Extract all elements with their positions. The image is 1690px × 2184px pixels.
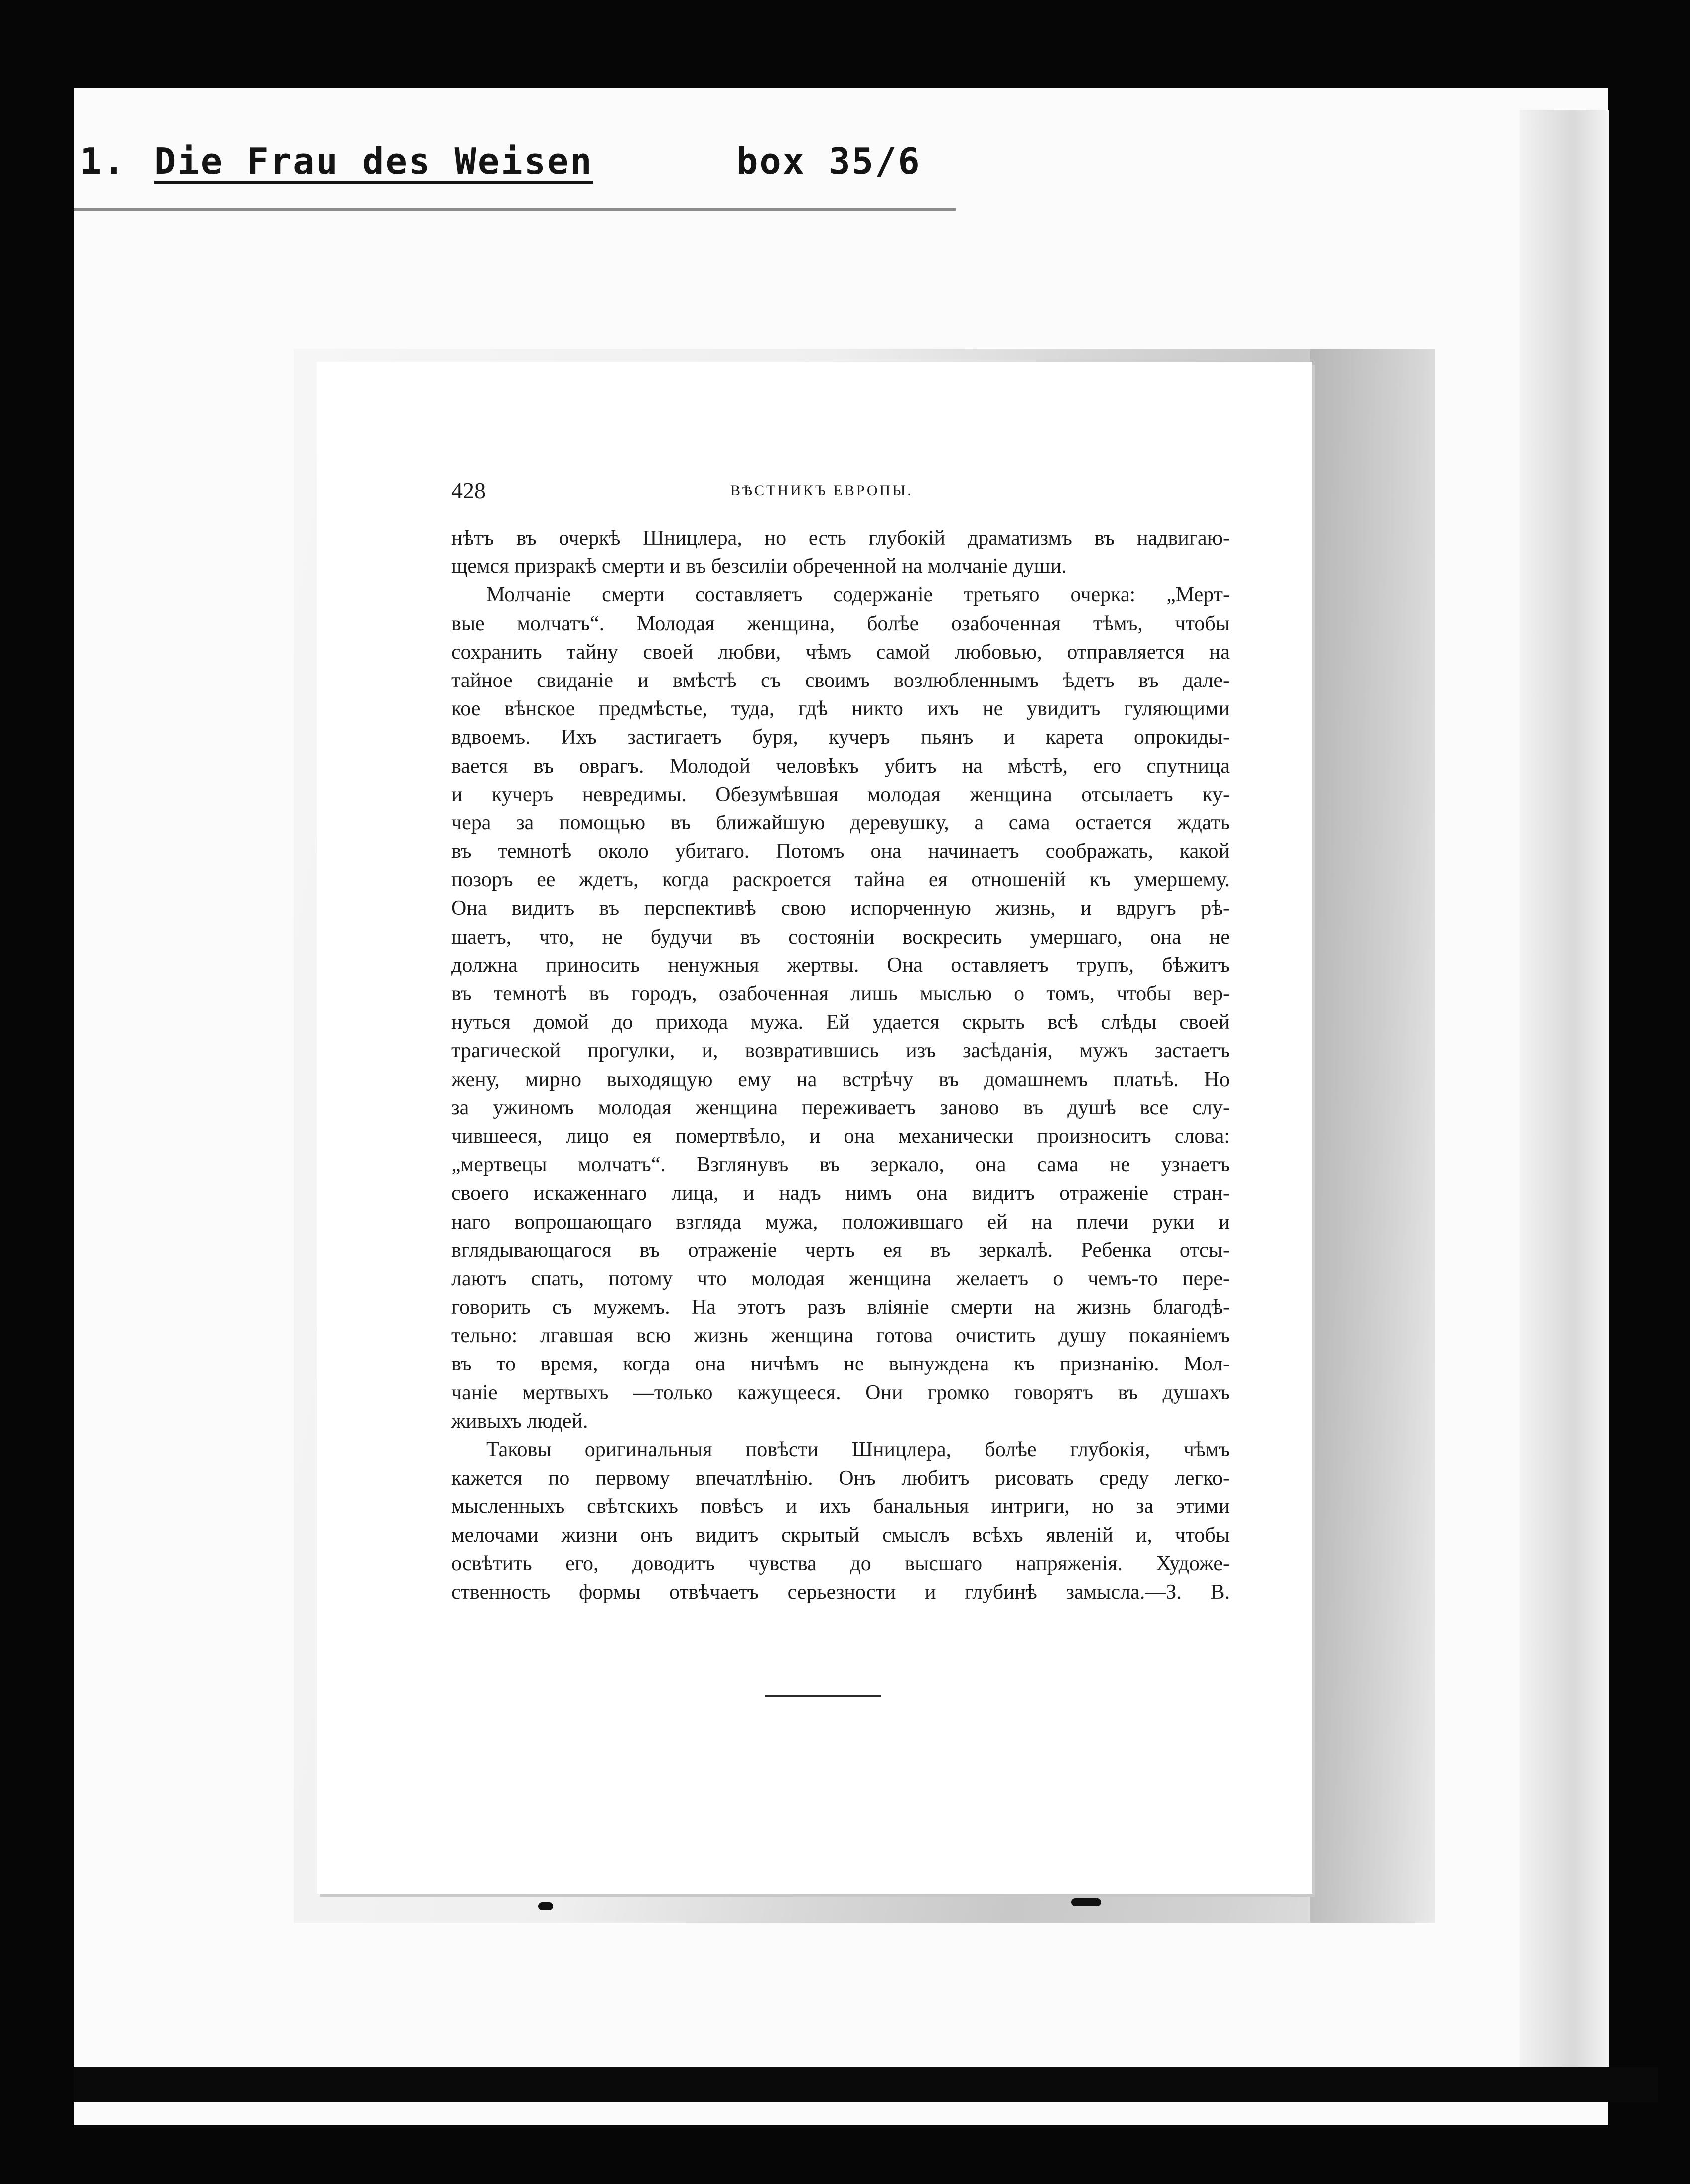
text-line: Молчаніе смерти составляетъ содержаніе третьяго очерка: „Мерт- [486,583,1230,607]
text-line: наго вопрошающаго взгляда мужа, положившаго ей на плечи руки и [451,1210,1230,1233]
text-line: тайное свиданіе и вмѣстѣ съ своимъ возлюбленнымъ ѣдетъ въ дале- [451,669,1230,692]
text-line: чера за помощью въ ближайшую деревушку, а сама остается ждать [451,811,1230,834]
text-line: и кучеръ невредимы. Обезумѣвшая молодая женщина отсылаетъ ку- [451,783,1230,806]
text-line: въ темнотѣ около убитаго. Потомъ она начинаетъ соображать, какой [451,840,1230,863]
text-line: лаютъ спать, потому что молодая женщина желаетъ о чемъ-то пере- [451,1267,1230,1290]
end-of-article-rule [765,1695,881,1697]
text-line: тельно: лгавшая всю жизнь женщина готова очистить душу покаяніемъ [451,1324,1230,1348]
text-line: Таковы оригинальныя повѣсти Шницлера, болѣе глубокія, чѣмъ [486,1438,1230,1461]
text-line: щемся призракѣ смерти и въ безсиліи обреченной на молчаніе души. [451,555,1067,578]
text-line: чившееся, лицо ея помертвѣло, и она механически произноситъ слова: [451,1124,1230,1148]
text-line: ственность формы отвѣчаетъ серьезности и глубинѣ замысла.—З. В. [451,1580,1230,1604]
text-line: „мертвецы молчатъ“. Взглянувъ въ зеркало, она сама не узнаетъ [451,1153,1230,1177]
text-line: сохранить тайну своей любви, чѣмъ самой любовью, отправляется на [451,640,1230,664]
text-line: освѣтить его, доводитъ чувства до высшаго напряженія. Художе- [451,1552,1230,1575]
text-line: говорить съ мужемъ. На этотъ разъ вліяніе смерти на жизнь благодѣ- [451,1296,1230,1319]
text-line: трагической прогулки, и, возвратившись изъ засѣданія, мужъ застаетъ [451,1039,1230,1063]
text-line: Она видитъ въ перспективѣ свою испорченную жизнь, и вдругъ рѣ- [451,897,1230,920]
text-line: живыхъ людей. [451,1409,588,1433]
text-line: чаніе мертвыхъ —только кажущееся. Они громко говорятъ въ душахъ [451,1381,1230,1404]
page-number: 428 [451,478,486,503]
text-line: вглядывающагося въ отраженіе чертъ ея въ зеркалѣ. Ребенка отсы- [451,1238,1230,1262]
text-line: должна приносить ненужныя жертвы. Она оставляетъ трупъ, бѣжитъ [451,954,1230,977]
mount-board-shade [1310,349,1435,1923]
body-text [451,524,1230,1607]
text-line: въ темнотѣ въ городъ, озабоченная лишь мыслью о томъ, чтобы вер- [451,982,1230,1005]
card-edge-shadow [1520,110,1609,2082]
journal-page [317,362,1312,1894]
label-divider [74,208,956,211]
label-title: Die Frau des Weisen [154,140,593,182]
ink-blot [1071,1898,1101,1906]
text-line: кое вѣнское предмѣстье, туда, гдѣ никто ихъ не увидитъ гуляющими [451,697,1230,721]
text-line: шаетъ, что, не будучи въ состояніи воскресить умершаго, она не [451,925,1230,949]
text-line: мелочами жизни онъ видитъ скрытый смыслъ всѣхъ явленій и, чтобы [451,1523,1230,1547]
page-header [451,477,1230,507]
text-line: позоръ ее ждетъ, когда раскроется тайна ея отношеній къ умершему. [451,868,1230,892]
label-box-number: box 35/6 [736,140,921,182]
text-line: мысленныхъ свѣтскихъ повѣсъ и ихъ банальныя интриги, но за этими [451,1495,1230,1518]
label-number: 1. [80,140,126,182]
text-line: въ то время, когда она ничѣмъ не вынуждена къ признанію. Мол- [451,1353,1230,1376]
ink-blot [538,1902,553,1910]
text-line: вается въ оврагъ. Молодой человѣкъ убитъ на мѣстѣ, его спутница [451,754,1230,778]
text-line: нуться домой до прихода мужа. Ей удается скрыть всѣ слѣды своей [451,1011,1230,1034]
text-line: за ужиномъ молодая женщина переживаетъ заново въ душѣ все слу- [451,1096,1230,1119]
text-line: жену, мирно выходящую ему на встрѣчу въ домашнемъ платьѣ. Но [451,1068,1230,1091]
text-line: вые молчатъ“. Молодая женщина, болѣе озабоченная тѣмъ, чтобы [451,612,1230,635]
text-line: нѣтъ въ очеркѣ Шницлера, но есть глубокій драматизмъ въ надвигаю- [451,527,1230,549]
text-line: кажется по первому впечатлѣнію. Онъ любитъ рисовать среду легко- [451,1467,1230,1490]
text-line: вдвоемъ. Ихъ застигаетъ буря, кучеръ пьянъ и карета опрокиды- [451,726,1230,749]
text-line: своего искаженнаго лица, и надъ нимъ она видитъ отраженіе стран- [451,1182,1230,1205]
running-head: ВѢСТНИКЪ ЕВРОПЫ. [730,482,913,499]
scan-bottom-edge [74,2067,1658,2102]
